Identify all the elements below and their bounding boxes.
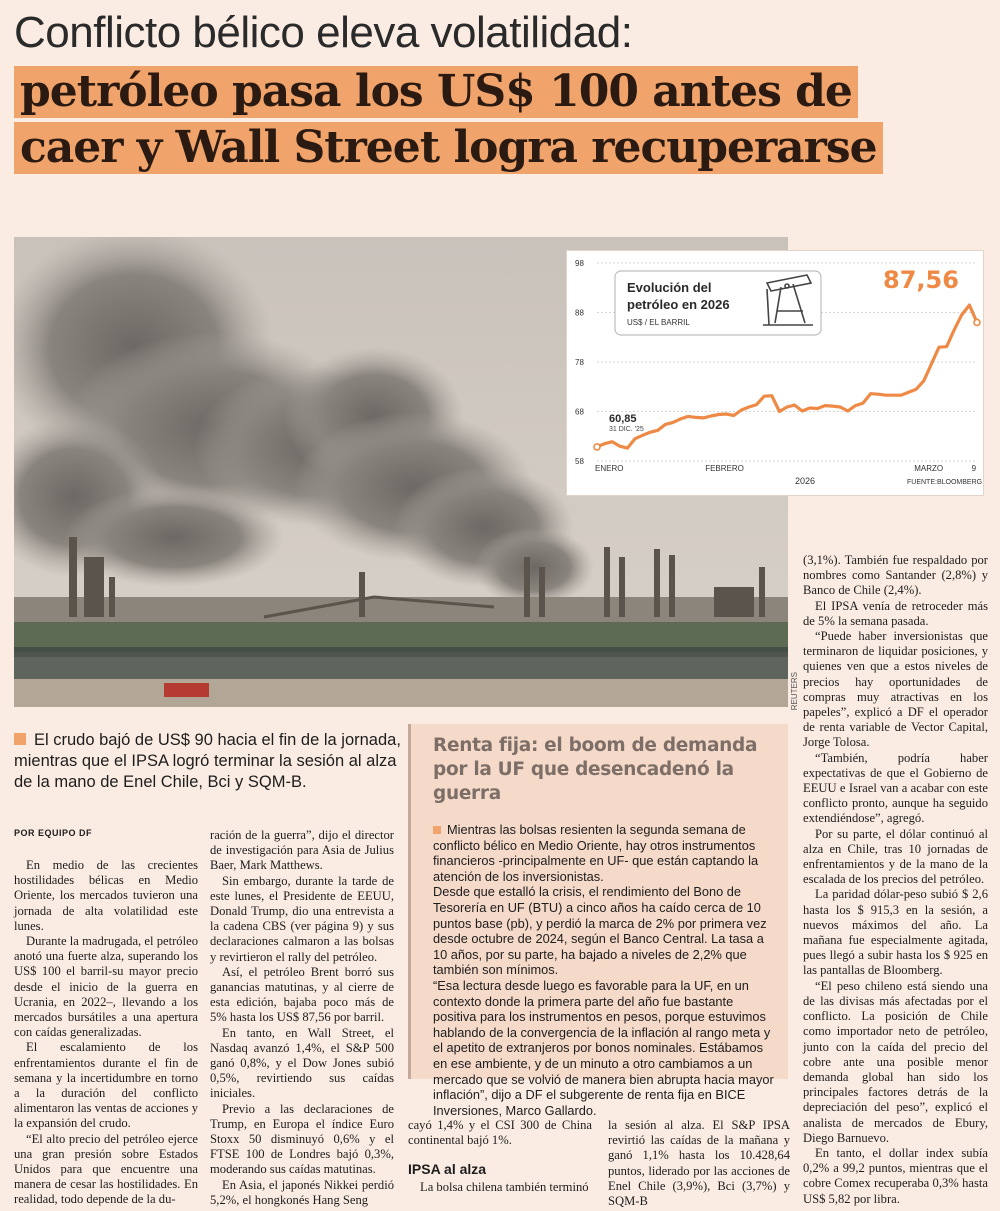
chart-y-tick: 78 [575,358,584,367]
chart-year: 2026 [795,476,816,486]
article-column-3b: La bolsa chilena también terminó [420,1180,589,1194]
chart-x-tick: 9 [971,464,977,473]
chart-point [974,319,980,325]
chart-start-date: 31 DIC. '25 [609,426,644,433]
article-column-1: En medio de las crecientes hostilidades bélicas en Medio Oriente, los mercados tuvieron una jornada de alta volatilidad este lunes. Durante la madrugada, el petróleo anotó una fuerte alza, superando los US$ 100 el barril-su mayor precio desde el inicio de la guerra en Ucrania, en 2022–, llevando a los mercados bursátiles a una apertura con caídas generalizadas. El escalamiento de los enfrentamientos durante el fin de semana y la incertidumbre en torno a la duración del conflicto alimentaron las ventas de acciones y la expansión del crudo. “El alto precio del petróleo ejerce una gran presión sobre Estados Unidos para que encuentre una manera de cesar las hostilidades. En realidad, todo depende de la du- [14,858,198,1207]
chart-y-tick: 88 [575,308,584,318]
article-column-2: ración de la guerra”, dijo el director de investigación para Asia de Julius Baer, Mark Matthews. Sin embargo, durante la tarde de este lunes, el Presidente de EEUU, Donald Trump, dio una entrevista a la cadena CBS (ver página 9) y sus declaraciones calmaron a las bolsas y revirtieron el rally del petróleo. Así, el petróleo Brent borró sus ganancias matutinas, y al cierre de esta edición, bajaba poco más de 5% hasta los US$ 87,56 por barril. En tanto, en Wall Street, el Nasdaq avanzó 1,4%, el S&P 500 ganó 0,8%, y el Dow Jones subió 0,5%, revirtiendo sus caídas iniciales. Previo a las declaraciones de Trump, en Europa el índice Euro Stoxx 50 disminuyó 0,6% y el FTSE 100 de Londres bajó 0,3%, moderando sus caídas matutinas. En Asia, el japonés Nikkei perdió 5,2%, el hongkonés Hang Seng [210,828,394,1207]
subheading: IPSA al alza [408,1161,487,1177]
chart-y-tick: 98 [575,259,584,268]
bullet-square-icon [14,733,26,745]
chart-y-tick: 68 [575,407,584,417]
sidebar-title: Renta fija: el boom de demanda por la UF que desencadenó la guerra [433,735,758,804]
article-column-4: la sesión al alza. El S&P IPSA revirtió las caídas de la mañana y ganó 1,1% hasta los 10.428,64 puntos, liderado por las acciones de Enel Chile (3,9%), Bci (3,7%) y SQM-B [608,1118,790,1209]
headline-line2: petróleo pasa los US$ 100 antes de [14,66,858,118]
chart-title-line1: Evolución del [627,280,712,295]
chart-x-tick: ENERO [595,464,624,473]
headline-line3: caer y Wall Street logra recuperarse [14,122,883,174]
photo-credit: REUTERS [790,672,799,711]
chart-end-value: 87,56 [883,266,959,294]
chart-y-tick: 58 [575,457,584,466]
chart-x-tick: MARZO [914,464,944,473]
sidebar-box: Renta fija: el boom de demanda por la UF que desencadenó la guerra Mientras las bolsas resienten la segunda semana de conflicto bélico en Medio Oriente, hay otros instrumentos financieros -principalmente en UF- que están captando la atención de los inversionistas. Desde que estalló la crisis, el rendimiento del Bono de Tesorería en UF (BTU) a cinco años ha caído cerca de 10 puntos base (pb), y perdió la marca de 2% por primera vez desde octubre de 2024, según el Banco Central. La tasa a 10 años, por su parte, ha bajado a niveles de 2,2% que también son mínimos. “Esa lectura desde luego es favorable para la UF, en un contexto donde la primera parte del año fue bastante positiva para los instrumentos en pesos, porque estuvimos hablando de la convergencia de la inflación al rango meta y el apetito de extranjeros por bonos nominales. Estábamos en ese ambiente, y de un minuto a otro cambiamos a un mercado que se volvió de manera bien abrupta hacia mayor inflación”, dijo a DF el subgerente de renta fija en BICE Inversiones, Marco Gallardo. [408,724,788,1079]
chart-x-tick: FEBRERO [705,464,744,473]
byline: POR EQUIPO DF [14,828,93,838]
chart-title-line2: petróleo en 2026 [627,297,730,312]
chart-start-value: 60,85 [609,413,637,425]
oil-price-chart [566,250,984,496]
chart-subtitle: US$ / EL BARRIL [627,318,690,327]
article-column-3: cayó 1,4% y el CSI 300 de China continental bajó 1%. [408,1118,592,1148]
headline-main [14,66,883,174]
headline-line1: Conflicto bélico eleva volatilidad: [14,8,633,57]
bullet-square-icon [433,826,441,834]
chart-point [594,444,600,450]
article-lead: El crudo bajó de US$ 90 hacia el fin de la jornada, mientras que el IPSA logró terminar la sesión al alza de la mano de Enel Chile, Bci y SQM-B. [14,731,401,791]
chart-source: FUENTE:BLOOMBERG [907,479,983,486]
article-column-5: (3,1%). También fue respaldado por nombres como Santander (2,8%) y Banco de Chile (2,4%). El IPSA venía de retroceder más de 5% la semana pasada. “Puede haber inversionistas que terminaron de liquidar posiciones, y quienes ven que a estos niveles de precios hay oportunidades de compras muy atractivas en los papeles”, explicó a DF el operador de renta variable de Vector Capital, Jorge Tolosa. “También, podría haber expectativas de que el Gobierno de EEUU e Israel van a acabar con este conflicto pronto, aunque ha seguido extendiéndose”, agregó. Por su parte, el dólar continuó al alza en Chile, tras 10 jornadas de enfrentamientos y de la mano de la escalada de los precios del petróleo. La paridad dólar-peso subió $ 2,6 hasta los $ 915,3 en la sesión, a nuevos máximos del año. La mañana fue especialmente agitada, pues llegó a subir hasta los $ 925 en las pantallas de Bloomberg. “El peso chileno está siendo una de las divisas más afectadas por el conflicto. La posición de Chile como importador neto de petróleo, junto con la caída del precio del cobre ante una posible menor demanda global han sido los principales factores detrás de la depreciación del peso”, explicó el analista de mercados de Ebury, Diego Barnuevo. En tanto, el dollar index subía 0,2% a 99,2 puntos, mientras que el cobre Comex recuperaba 0,3% hasta US$ 5,82 por libra. [803,553,988,1206]
